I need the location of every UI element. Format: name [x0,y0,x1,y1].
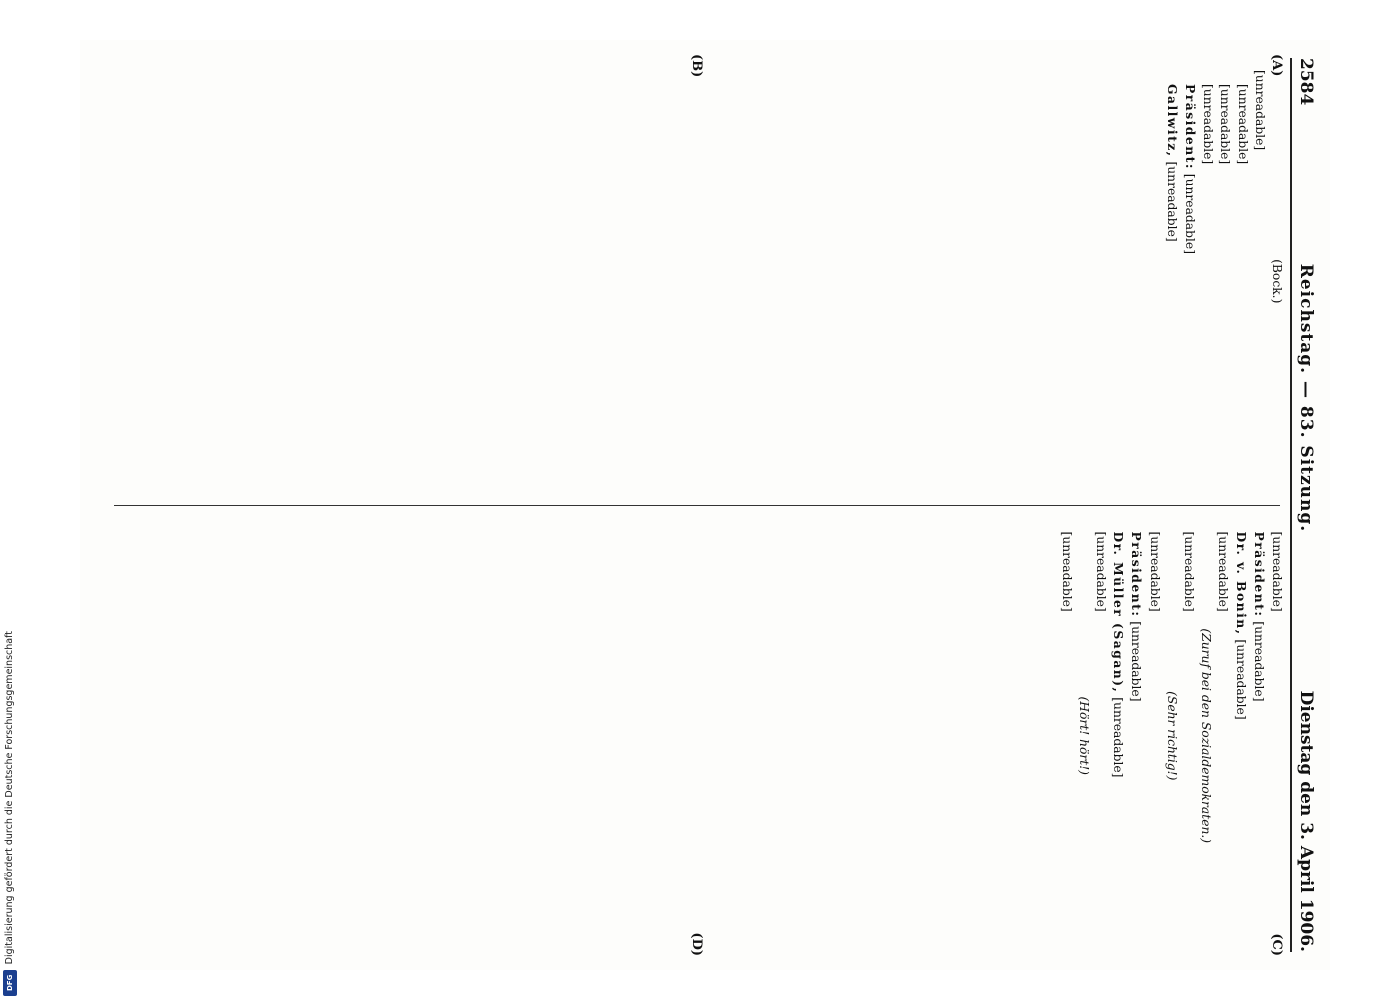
speech-text: [unreadable] [1182,173,1197,255]
paragraph: [unreadable] [1147,531,1162,612]
speech-text: [unreadable] [1164,161,1179,242]
paragraph: [unreadable] [1216,531,1231,612]
digitization-credit: Digitalisierung gefördert durch die Deutsche Forschungsgemeinschaft [4,630,15,964]
speaker-name: Präsident: [1251,531,1267,618]
paragraph: [unreadable] [1235,84,1250,165]
scanned-page [80,40,1330,970]
paragraph: [unreadable] [1218,84,1233,165]
speech [1128,518,1144,941]
speaker-name: Präsident: [1129,531,1145,618]
margin-marker-d: (D) [689,932,704,956]
paragraph: [unreadable] [1093,531,1108,612]
margin-marker-c: (C) [1269,933,1284,956]
paragraph: [unreadable] [1252,70,1267,151]
speaker-name: Präsident: [1182,84,1198,170]
speech [1110,518,1126,941]
header-date: Dienstag den 3. April 1906. [1296,690,1316,952]
page-number: 2584 [1296,58,1316,106]
speech-text: [unreadable] [1233,639,1248,720]
speaker-tag: (Bock.) [1270,259,1284,304]
speech-text: [unreadable] [1129,621,1144,702]
speech [1232,518,1248,941]
header-title: Reichstag. — 83. Sitzung. [1296,263,1316,533]
paragraph: [unreadable] [1059,531,1074,612]
interjection: (Zuruf bei den Sozialdemokraten.) [1199,628,1214,844]
margin-marker-a: (A) [1269,54,1284,77]
text-columns [114,54,1284,956]
speaker-name: Dr. v. Bonin, [1233,531,1249,636]
speaker-name: Gallwitz, [1164,84,1180,158]
page-wrapper [80,40,1330,970]
interjection: (Hört! hört!) [1076,696,1091,775]
speech-text: [unreadable] [1111,697,1126,778]
speech-text: [unreadable] [1251,621,1266,702]
speech [1251,518,1267,941]
page-header [1290,58,1316,952]
dfg-logo-icon[interactable]: DFG [3,970,17,996]
paragraph: [unreadable] [1270,531,1284,612]
right-column [114,506,1284,953]
interjection: (Sehr richtig!) [1164,691,1179,781]
margin-marker-b: (B) [689,54,704,78]
speech [1164,70,1180,493]
speaker-name: Dr. Müller (Sagan), [1111,531,1127,694]
paragraph: [unreadable] [1201,84,1216,165]
left-column [114,58,1284,505]
paragraph: [unreadable] [1181,531,1196,612]
speech [1182,70,1198,493]
